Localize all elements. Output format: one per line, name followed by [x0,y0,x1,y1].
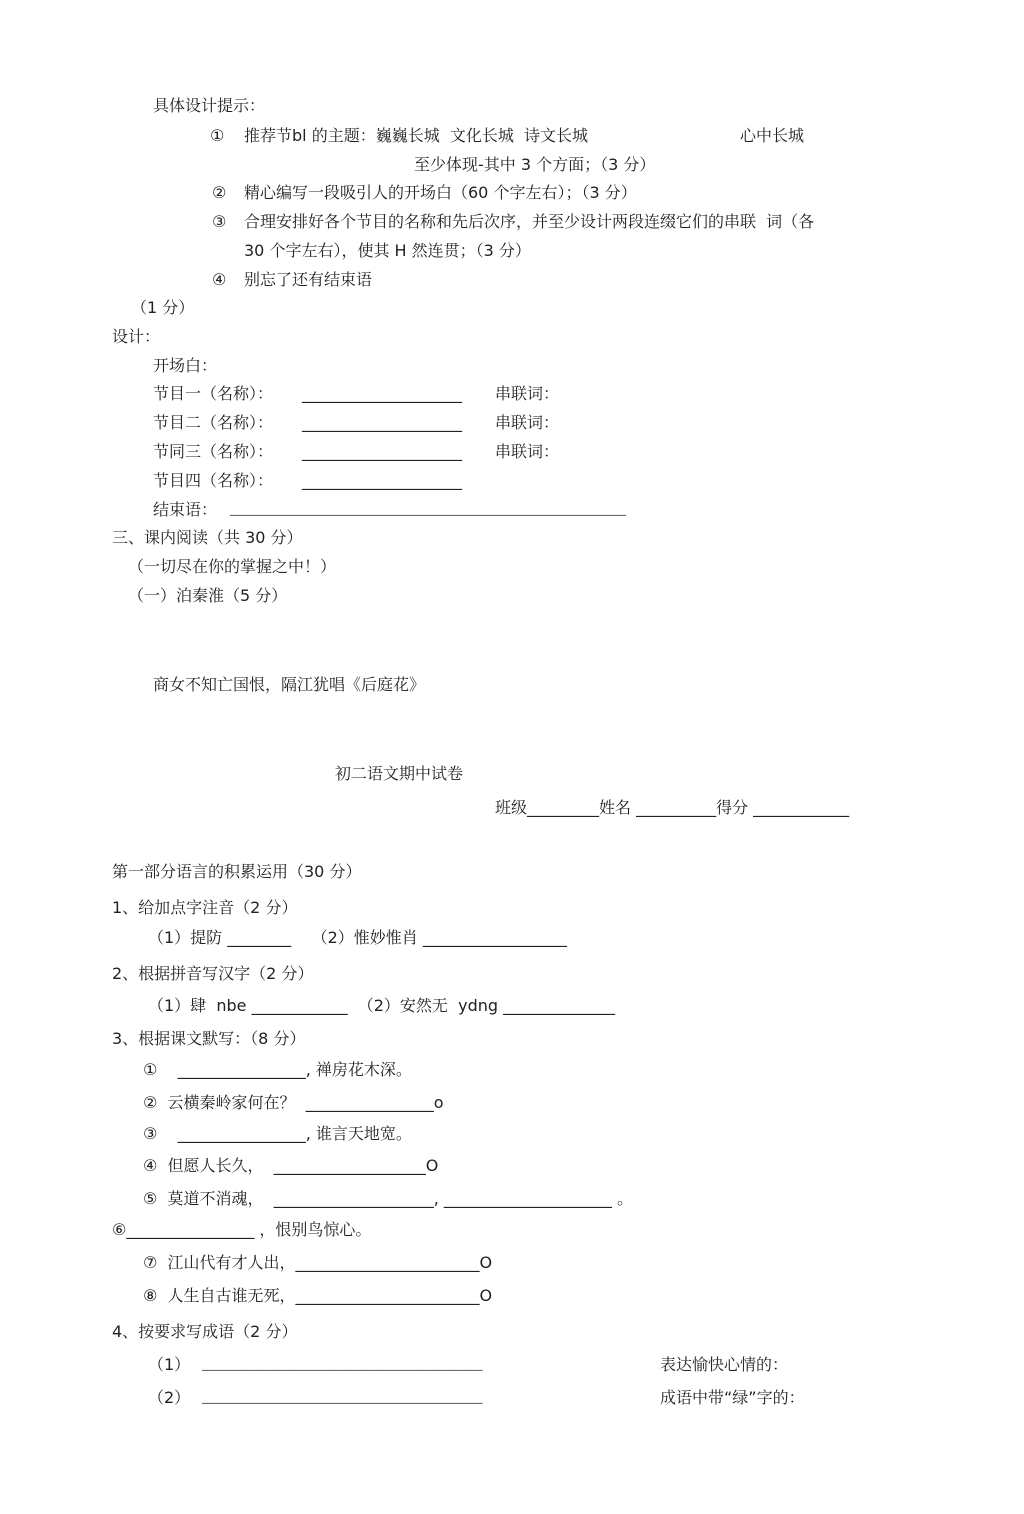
idiom-item-2-requirement: 成语中带“绿”字的： [660,1388,805,1407]
program-4-label: 节目四（名称）： [153,471,274,490]
program-1-link-label: 串联词： [495,384,560,403]
program-2-blank[interactable]: ____________________ [302,413,462,432]
program-3-blank[interactable]: ____________________ [302,442,462,461]
question-3-title: 3、根据课文默写：（8 分） [112,1029,306,1048]
program-3-label: 节同三（名称）： [153,442,274,461]
program-4-blank[interactable]: ____________________ [302,471,462,490]
recitation-item-2[interactable]: ② 云横秦岭家何在？ ________________o [143,1093,444,1112]
program-1-label: 节目一（名称）： [153,384,274,403]
hint-1-continuation: 至少体现-其中 3 个方面；（3 分） [414,155,656,174]
hint-1-text: 推荐节bl 的主题：巍巍长城 文化长城 诗文长城 [244,126,589,145]
hint-3-continuation: 30 个字左右），使其 H 然连贯；（3 分） [244,241,531,260]
question-1-items[interactable]: （1）提防 ________ （2）惟妙惟肖 __________________ [148,928,567,947]
recitation-item-6[interactable]: ⑥________________ ，恨别鸟惊心。 [112,1220,372,1239]
student-info-line[interactable]: 班级_________姓名 __________得分 ____________ [495,798,850,817]
recitation-item-1[interactable]: ① ________________, 禅房花木深。 [143,1060,412,1079]
recitation-item-4[interactable]: ④ 但愿人长久， ___________________O [143,1156,439,1175]
reading-part-1-title: （一）泊秦淮（5 分） [128,586,288,605]
question-2-title: 2、根据拼音写汉字（2 分） [112,964,314,983]
hint-marker-3: ③ [212,212,227,231]
hint-2-text: 精心编写一段吸引人的开场白（60 个字左右）；（3 分） [244,183,637,202]
question-4-title: 4、按要求写成语（2 分） [112,1322,298,1341]
idiom-item-2-number: （2） [148,1388,191,1407]
program-1-blank[interactable]: ____________________ [302,384,462,403]
recitation-item-8[interactable]: ⑧ 人生自古谁无死，_______________________O [143,1286,493,1305]
idiom-item-1-blank[interactable]: ___________________________________________________ [202,1358,483,1371]
hint-marker-2: ② [212,183,227,202]
recitation-item-3[interactable]: ③ ________________, 谁言天地宽。 [143,1124,412,1143]
hint-4-text: 别忘了还有结束语 [244,270,373,289]
question-1-title: 1、给加点字注音（2 分） [112,898,298,917]
idiom-item-1-number: （1） [148,1355,191,1374]
poem-line: 商女不知亡国恨，隔江犹唱《后庭花》 [153,675,426,694]
idiom-item-2-blank[interactable]: ___________________________________________________ [202,1391,483,1404]
hint-marker-4: ④ [212,270,227,289]
hint-marker-1: ① [210,126,225,145]
recitation-item-7[interactable]: ⑦ 江山代有才人出，_______________________O [143,1253,493,1272]
reading-section-title: 三、课内阅读（共 30 分） [112,528,303,547]
program-3-link-label: 串联词： [495,442,560,461]
program-2-label: 节目二（名称）： [153,413,274,432]
hint-3-text: 合理安排好各个节目的名称和先后次序，并至少设计两段连缀它们的串联 词（各 [244,212,815,231]
ending-blank[interactable]: ________________________________________________________________________ [230,503,626,516]
question-2-items[interactable]: （1）肆 nbe ____________ （2）安然无 ydng ______________ [148,996,616,1015]
ending-label: 结束语： [153,500,218,519]
hint-4-points: （1 分） [131,298,195,317]
hint-1-extra: 心中长城 [740,126,805,145]
design-hints-title: 具体设计提示： [153,96,266,115]
design-label: 设计： [112,327,161,346]
opening-label: 开场白： [153,356,218,375]
reading-section-subtitle: （一切尽在你的掌握之中！） [128,557,337,576]
idiom-item-1-requirement: 表达愉快心情的： [660,1355,789,1374]
exam-title: 初二语文期中试卷 [335,764,464,783]
part-one-title: 第一部分语言的积累运用（30 分） [112,862,362,881]
program-2-link-label: 串联词： [495,413,560,432]
recitation-item-5[interactable]: ⑤ 莫道不消魂， ____________________, _____________________ 。 [143,1189,633,1208]
